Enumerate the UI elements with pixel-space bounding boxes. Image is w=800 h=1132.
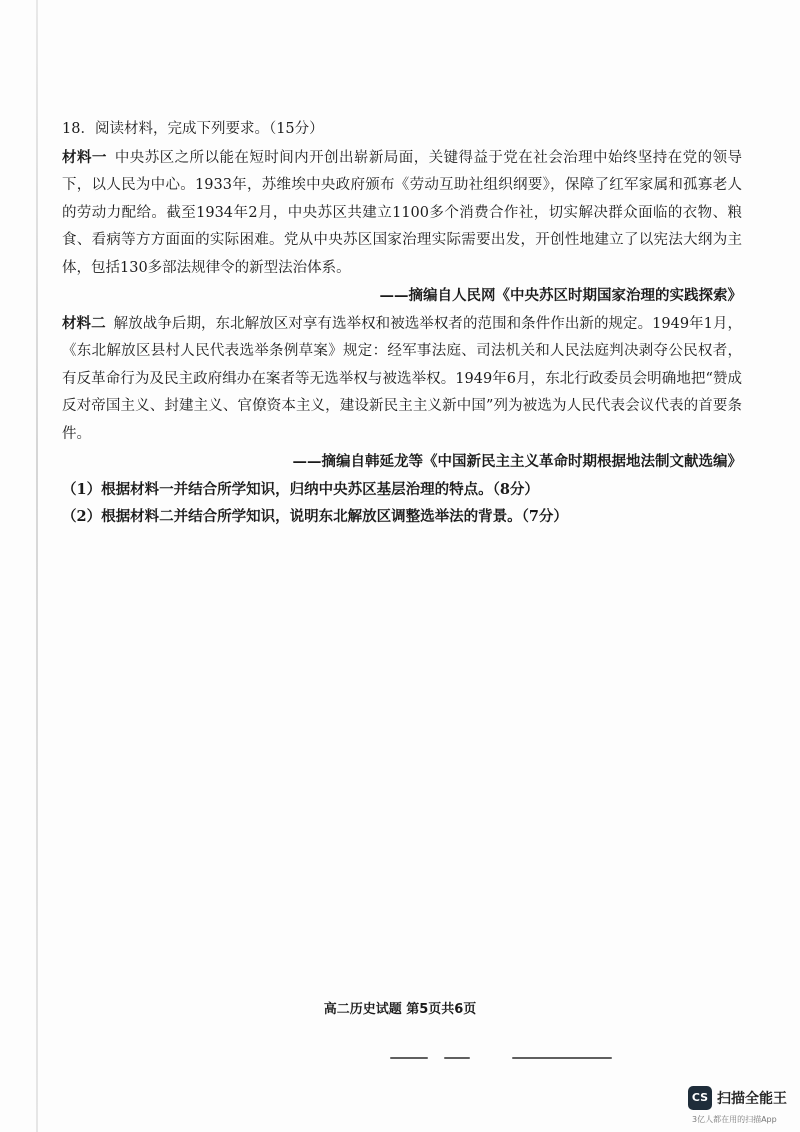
- task-1: （1）根据材料一并结合所学知识，归纳中央苏区基层治理的特点。（8分）: [62, 480, 539, 498]
- camscanner-logo-icon: CS: [688, 1086, 712, 1110]
- question-heading: 18．阅读材料，完成下列要求。（15分）: [62, 121, 324, 137]
- material-two-label: 材料二: [62, 314, 106, 332]
- task-2: （2）根据材料二并结合所学知识，说明东北解放区调整选举法的背景。（7分）: [62, 508, 568, 525]
- scanner-watermark: [688, 1086, 796, 1128]
- watermark-app-name: 扫描全能王: [717, 1091, 787, 1107]
- material-two: [62, 310, 742, 449]
- scan-smudge: [390, 1057, 428, 1059]
- scan-smudge: [444, 1057, 470, 1059]
- material-two-text: 解放战争后期，东北解放区对享有选举权和被选举权者的范围和条件作出新的规定。1949年1月，《东北解放区县村人民代表选举条例草案》规定：经军事法庭、司法机关和人民法庭判决剥夺公民权者，有反革命行为及民主政府缉办在案者等无选举权与被选举权。1949年6月，东北行政委员会明确地把“赞成反对帝国主义、封建主义、官僚资本主义，建设新民主主义新中国”列为被选为人民代表会议代表的首要条件。: [62, 315, 743, 442]
- material-one-label: 材料一: [62, 148, 107, 166]
- material-two-source: ——摘编自韩延龙等《中国新民主主义革命时期根据地法制文献选编》: [292, 453, 742, 470]
- page-footer: 高二历史试题 第5页共6页: [323, 1002, 477, 1017]
- material-one-source: ——摘编自人民网《中央苏区时期国家治理的实践探索》: [379, 287, 742, 304]
- scan-smudge: [512, 1057, 612, 1059]
- material-one: [62, 144, 742, 283]
- scan-edge-shadow: [36, 0, 38, 1132]
- material-one-text: 中央苏区之所以能在短时间内开创出崭新局面，关键得益于党在社会治理中始终坚持在党的领导下，以人民为中心。1933年，苏维埃中央政府颁布《劳动互助社组织纲要》，保障了红军家属和孤寡老人的劳动力配给。截至1934年2月，中央苏区共建立1100多个消费合作社，切实解决群众面临的衣物、粮食、看病等方方面面的实际困难。党从中央苏区国家治理实际需要出发，开创性地建立了以宪法大纲为主体，包括130多部法规律令的新型法治体系。: [62, 149, 743, 276]
- watermark-tagline: 3亿人都在用的扫描App: [692, 1115, 777, 1124]
- exam-page: [62, 116, 742, 531]
